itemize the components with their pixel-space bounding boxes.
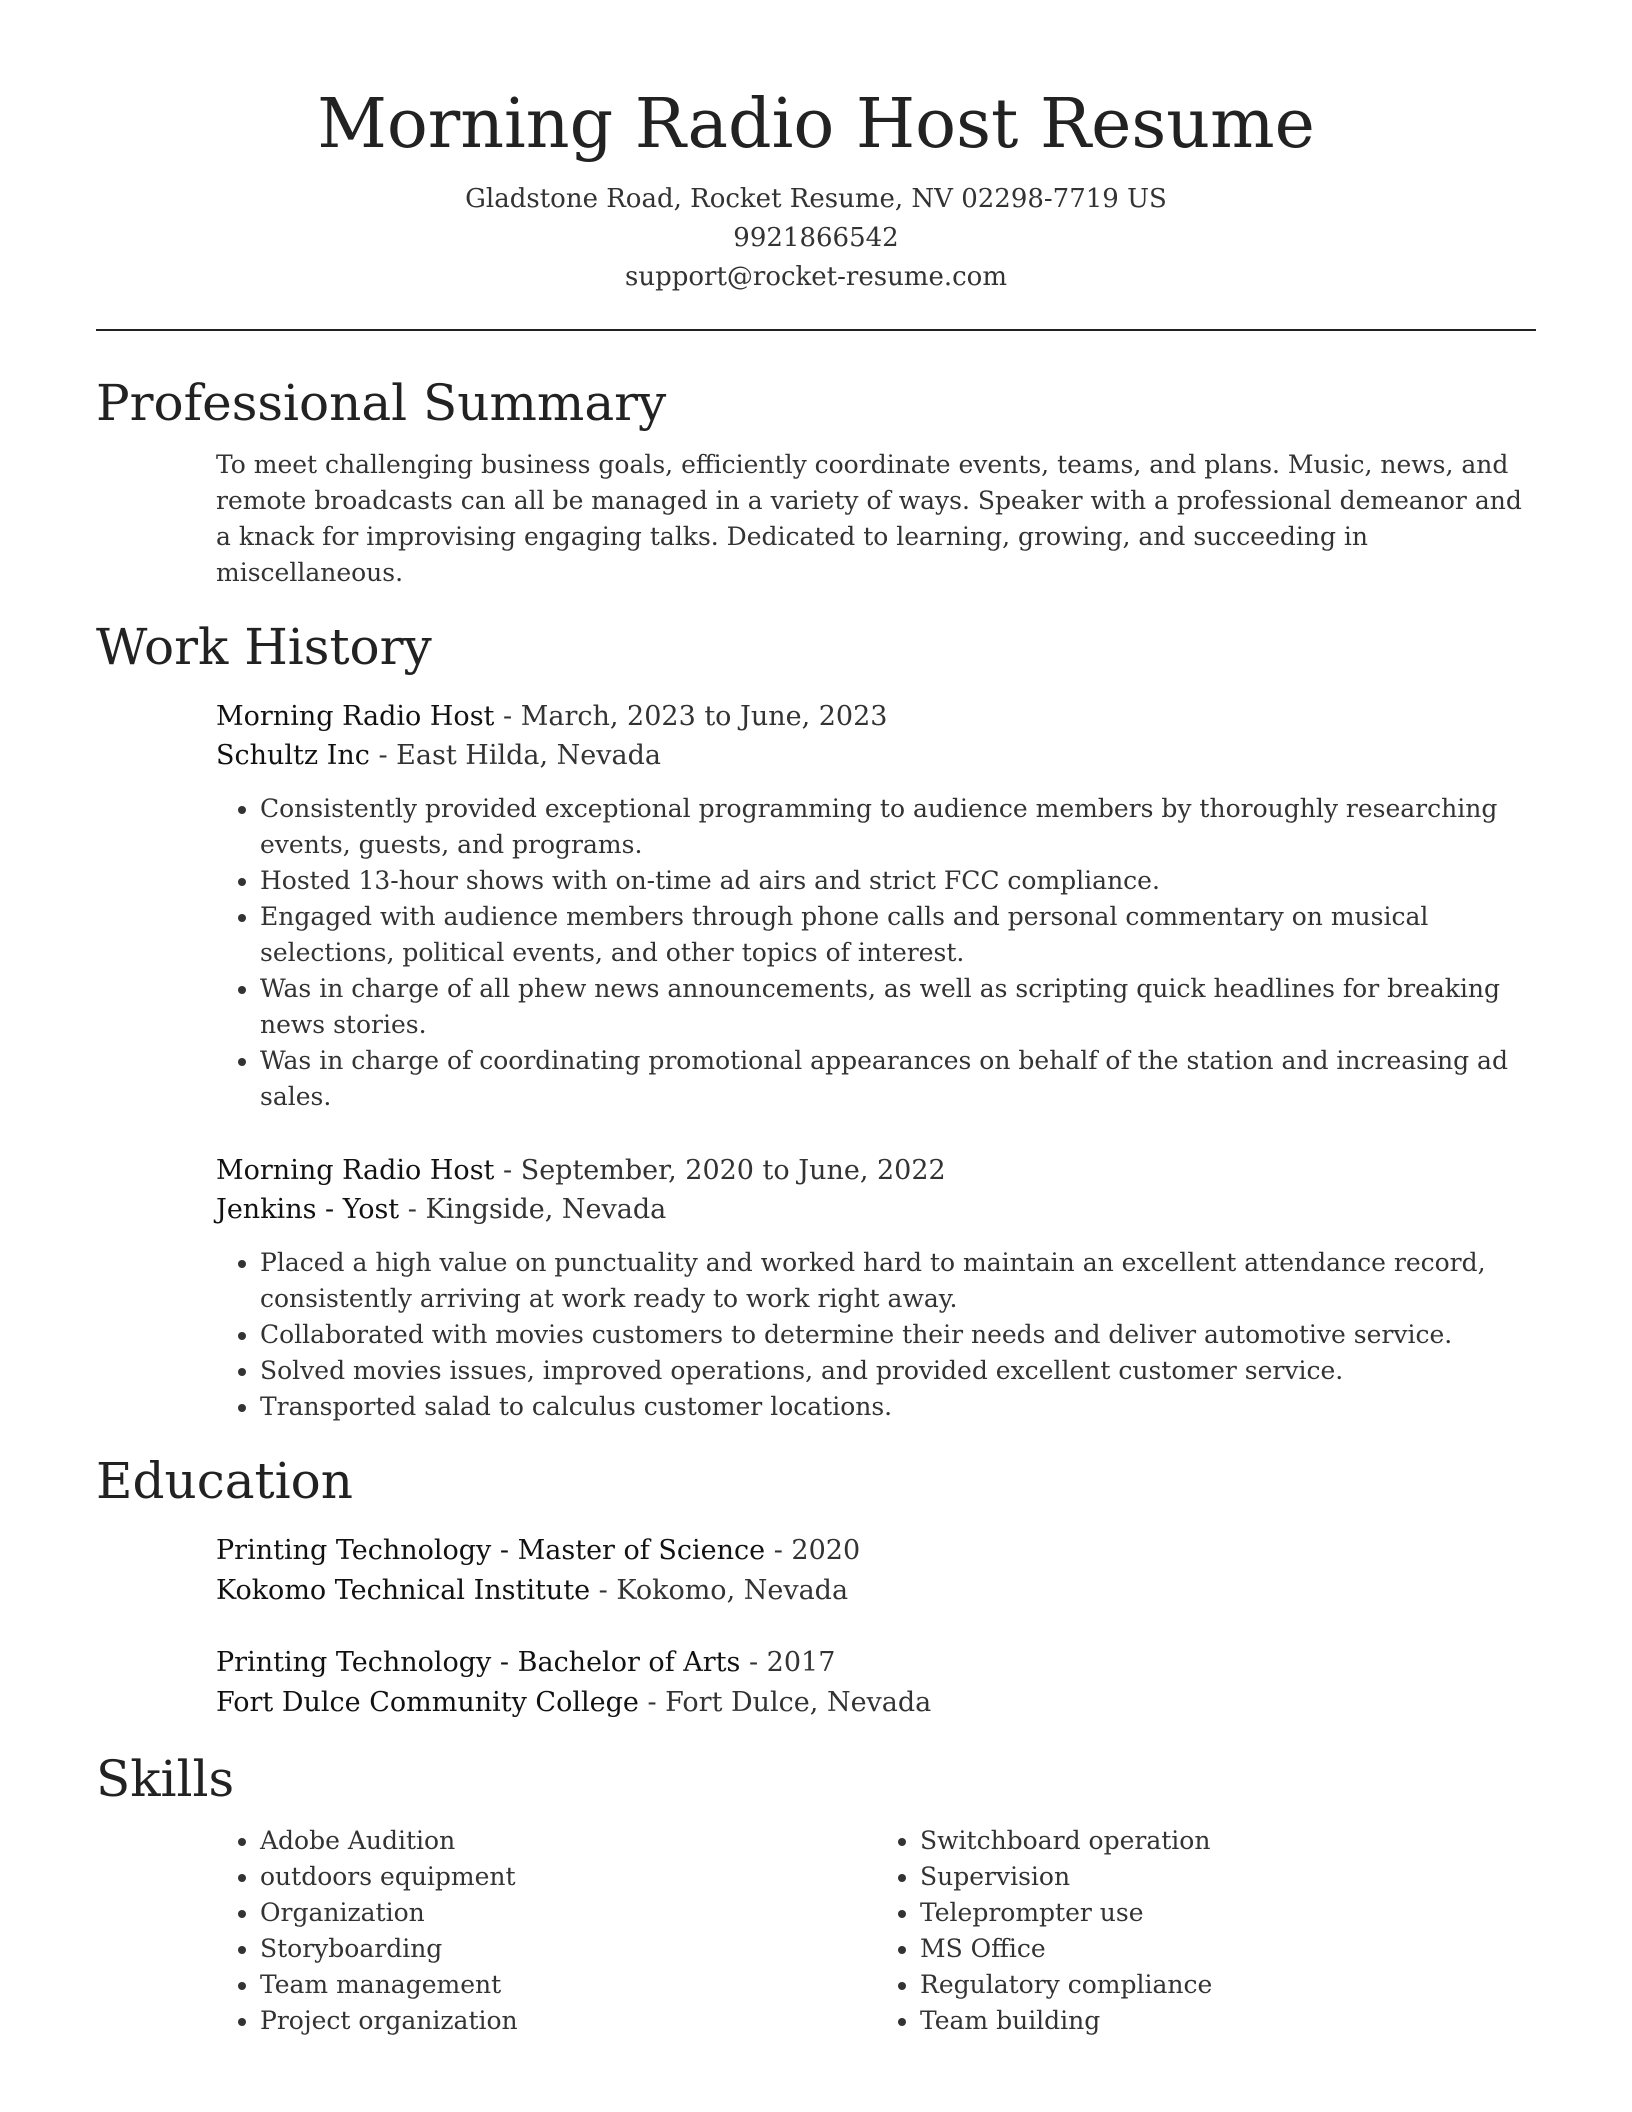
job-title: Morning Radio Host [216, 700, 495, 732]
job-entry [216, 1151, 1536, 1425]
separator: - [638, 1686, 666, 1718]
list-item: • MS Office [920, 1931, 1536, 1967]
header-divider [96, 329, 1536, 331]
list-item: • Switchboard operation [920, 1823, 1536, 1859]
job-entry [216, 697, 1536, 1115]
education-school: Fort Dulce Community College [216, 1686, 639, 1718]
education-degree-line [216, 1531, 1536, 1571]
list-item: • Placed a high value on punctuality and worked hard to maintain an excellent attendance record, consistently arriving at work ready to work right away. [260, 1245, 1536, 1317]
contact-block [96, 180, 1536, 297]
list-item: • Was in charge of coordinating promotional appearances on behalf of the station and increasing ad sales. [260, 1043, 1536, 1115]
separator: - [740, 1646, 767, 1678]
education-body [96, 1531, 1536, 1723]
job-dates: September, 2020 to June, 2022 [520, 1154, 946, 1186]
list-item: • Solved movies issues, improved operations, and provided excellent customer service. [260, 1353, 1536, 1389]
education-location: Kokomo, Nevada [616, 1574, 849, 1606]
education-school-line [216, 1571, 1536, 1611]
job-bullets [216, 1245, 1536, 1425]
separator: - [590, 1574, 617, 1606]
section-education [96, 1451, 1536, 1723]
separator: - [369, 739, 397, 771]
list-item: • outdoors equipment [260, 1859, 876, 1895]
job-bullets [216, 791, 1536, 1115]
list-item: • Consistently provided exceptional programming to audience members by thoroughly researching events, guests, and programs. [260, 791, 1536, 863]
list-item: • Organization [260, 1895, 876, 1931]
resume-header [96, 0, 1536, 297]
education-entry [216, 1643, 1536, 1723]
contact-email: support@rocket-resume.com [624, 261, 1007, 292]
separator: - [399, 1193, 426, 1225]
separator: - [491, 1534, 518, 1566]
list-item: • Regulatory compliance [920, 1967, 1536, 2003]
education-field: Printing Technology [216, 1534, 492, 1566]
education-field: Printing Technology [216, 1646, 492, 1678]
education-school: Kokomo Technical Institute [216, 1574, 591, 1606]
list-item: • Project organization [260, 2003, 876, 2039]
job-title: Morning Radio Host [216, 1154, 495, 1186]
job-company-line [216, 736, 1536, 775]
education-heading: Education [96, 1451, 353, 1510]
work-history-heading: Work History [96, 617, 432, 676]
education-year: 2020 [791, 1534, 861, 1566]
list-item: • Was in charge of all phew news announcements, as well as scripting quick headlines for breaking news stories. [260, 971, 1536, 1043]
skills-body [96, 1823, 1536, 2039]
education-location: Fort Dulce, Nevada [665, 1686, 932, 1718]
education-year: 2017 [766, 1646, 836, 1678]
list-item: • Hosted 13-hour shows with on-time ad airs and strict FCC compliance. [260, 863, 1536, 899]
skills-column-left [216, 1823, 876, 2039]
skills-column-right [876, 1823, 1536, 2039]
summary-heading: Professional Summary [96, 373, 667, 432]
job-location: East Hilda, Nevada [396, 739, 661, 771]
section-summary [96, 373, 1536, 591]
work-history-body [96, 697, 1536, 1425]
job-title-line [216, 1151, 1536, 1190]
skills-heading: Skills [96, 1749, 235, 1808]
list-item: • Adobe Audition [260, 1823, 876, 1859]
job-title-line [216, 697, 1536, 736]
list-item: • Supervision [920, 1859, 1536, 1895]
list-item: • Engaged with audience members through phone calls and personal commentary on musical selections, political events, and other topics of interest. [260, 899, 1536, 971]
list-item: • Storyboarding [260, 1931, 876, 1967]
separator: - [491, 1646, 518, 1678]
contact-phone: 9921866542 [733, 222, 899, 253]
separator: - [494, 700, 521, 732]
education-degree: Master of Science [517, 1534, 766, 1566]
job-dates: March, 2023 to June, 2023 [520, 700, 888, 732]
job-company-line [216, 1190, 1536, 1229]
section-skills [96, 1749, 1536, 2039]
job-company: Jenkins - Yost [216, 1193, 400, 1225]
list-item: • Team building [920, 2003, 1536, 2039]
education-degree: Bachelor of Arts [517, 1646, 741, 1678]
contact-address: Gladstone Road, Rocket Resume, NV 02298-7719 US [465, 183, 1167, 214]
separator: - [494, 1154, 521, 1186]
job-location: Kingside, Nevada [425, 1193, 667, 1225]
summary-text: To meet challenging business goals, efficiently coordinate events, teams, and plans. Music, news, and remote broadcasts can all be managed in a variety of ways. Speaker with a professional demeanor and a knack for improvising engaging talks. Dedicated to learning, growing, and succeeding in miscellaneous. [216, 449, 1522, 587]
list-item: • Transported salad to calculus customer locations. [260, 1389, 1536, 1425]
summary-body [96, 447, 1536, 591]
resume-title: Morning Radio Host Resume [317, 85, 1315, 164]
education-school-line [216, 1683, 1536, 1723]
education-entry [216, 1531, 1536, 1611]
section-work-history [96, 617, 1536, 1425]
job-company: Schultz Inc [216, 739, 370, 771]
list-item: • Team management [260, 1967, 876, 2003]
list-item: • Teleprompter use [920, 1895, 1536, 1931]
education-degree-line [216, 1643, 1536, 1683]
separator: - [765, 1534, 792, 1566]
list-item: • Collaborated with movies customers to determine their needs and deliver automotive service. [260, 1317, 1536, 1353]
skills-grid [216, 1823, 1536, 2039]
